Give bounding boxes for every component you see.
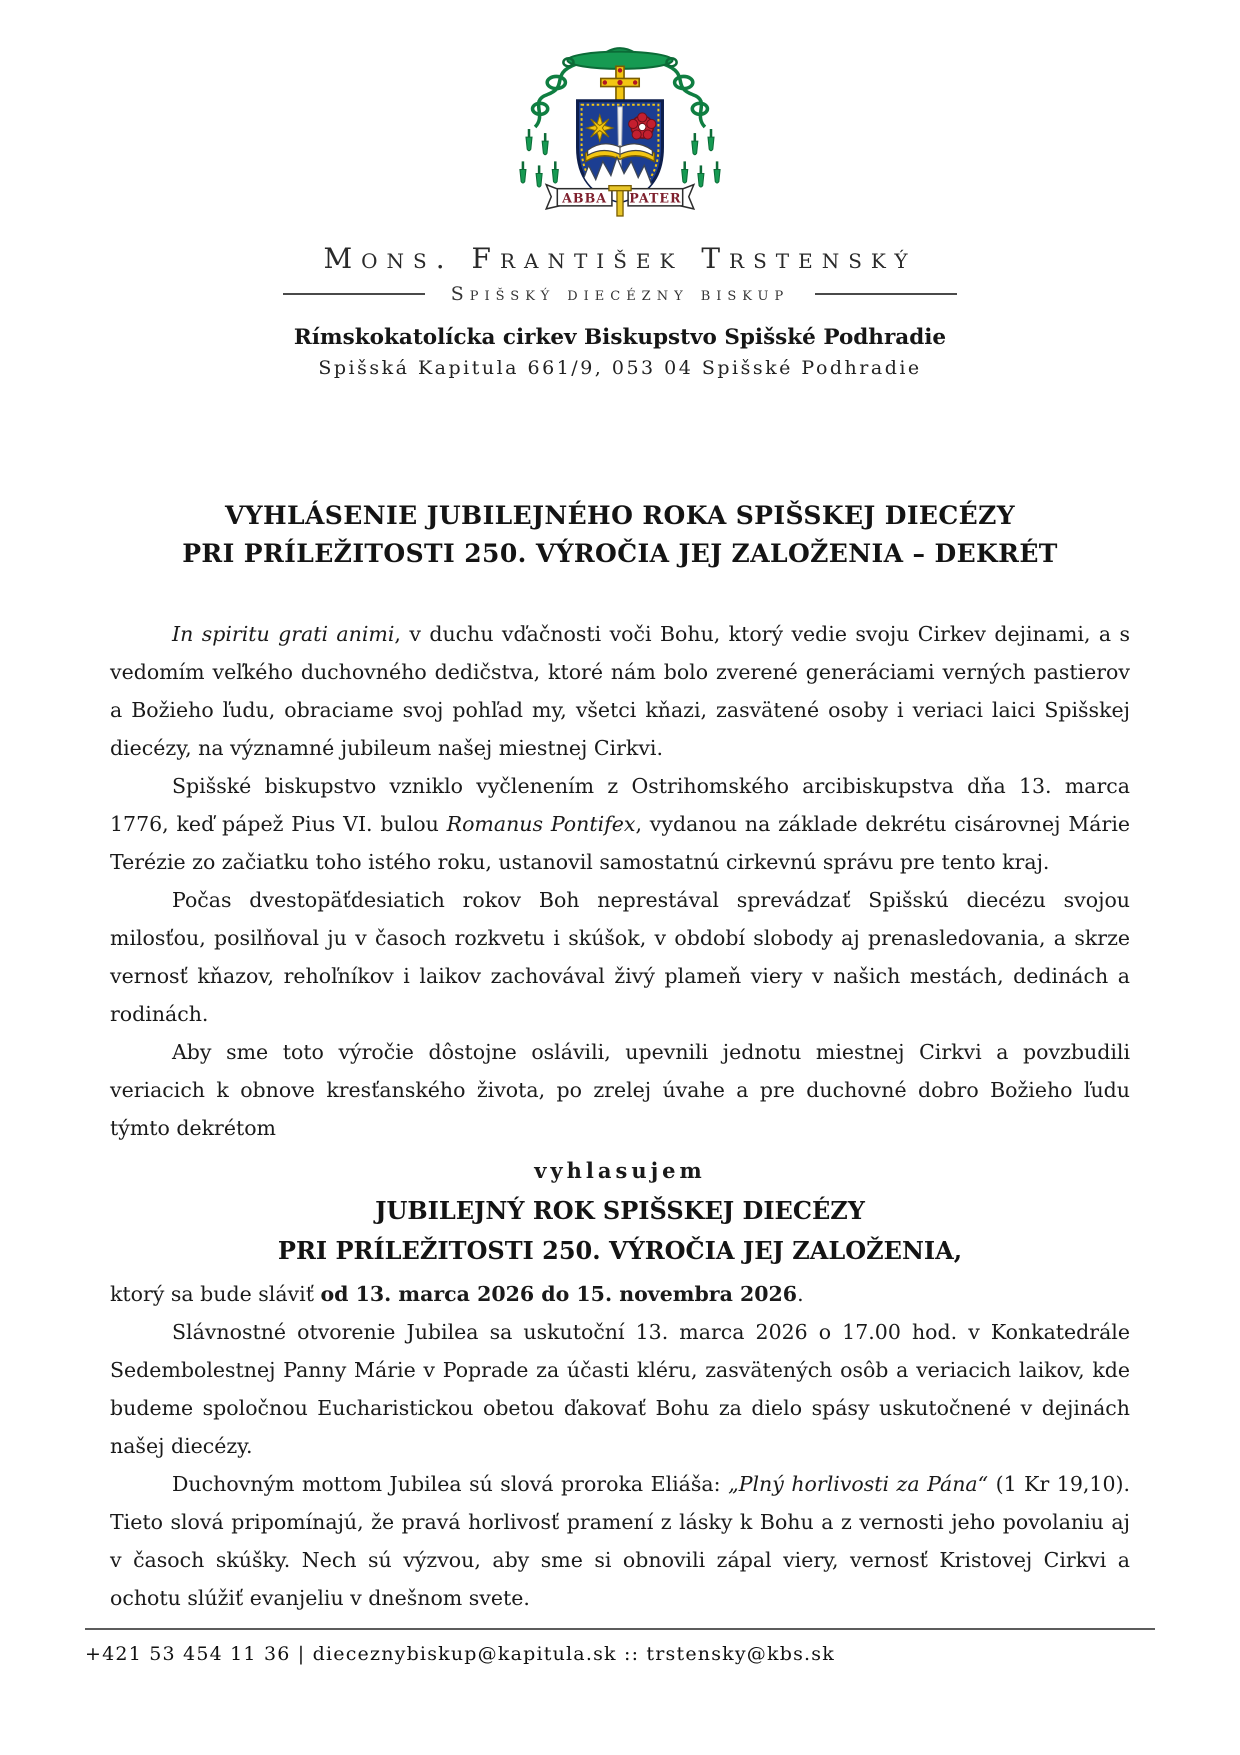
galero-cords-left	[533, 64, 576, 127]
text-run: , vydanou na základe dekrétu cisárovnej Márie Terézie zo začiatku toho istého roku, ustanovil samostatnú cirkevnú správu pre tento kraj.	[110, 812, 1131, 874]
text-run: Spišské biskupstvo vzniklo vyčlenením z Ostrihomského arcibiskupstva dňa 13. marca 1776, keď pápež Pius VI. bulou	[110, 774, 1130, 836]
text-run: Slávnostné otvorenie Jubilea sa uskutoční 13. marca 2026 o 17.00 hod. v Konkatedrále Sedembolestnej Panny Márie v Poprade za účasti kléru, zasvätených osôb a veriacich laikov, kde budeme spoločnou Eucharistickou obetou ďakovať Bohu za dielo spásy uskutočnené v dejinách našej diecézy.	[110, 1320, 1130, 1458]
bishop-role: Spišský diecézny biskup	[450, 283, 790, 305]
galero-cords-right	[664, 64, 707, 127]
text-run: Počas dvestopäťdesiatich rokov Boh neprestával sprevádzať Spišskú diecézu svojou milosťou, posilňoval ju v časoch rozkvetu i skúšok, v období slobody aj prenasledovania, a skrze vernosť kňazov, rehoľníkov i laikov zachovával živý plameň viery v našich mestách, dedinách a rodinách.	[110, 888, 1130, 1026]
document-title	[110, 497, 1130, 573]
divider-left	[283, 293, 425, 295]
text-run: ktorý sa bude sláviť	[110, 1282, 321, 1306]
text-run: (1 Kr 19,10). Tieto slová pripomínajú, že pravá horlivosť pramení z lásky k Bohu a z vernosti jeho povolaniu aj v časoch skúšky. Nech sú výzvou, aby sme si obnovili zápal viery, vernosť Kristovej Cirkvi a ochotu slúžiť evanjeliu v dnešnom svete.	[110, 1472, 1131, 1610]
document-body	[110, 497, 1130, 1617]
paragraph	[110, 1275, 1130, 1313]
paragraph	[110, 1465, 1130, 1617]
letterhead	[0, 36, 1240, 379]
divider-right	[815, 293, 957, 295]
paragraph	[110, 881, 1130, 1033]
scroll-word-abba: ABBA	[562, 190, 608, 206]
text-run: „Plný horlivosti za Pána“	[728, 1472, 989, 1496]
text-run: Duchovným mottom Jubilea sú slová proroka Eliáša:	[172, 1472, 729, 1496]
text-run: , v duchu vďačnosti voči Bohu, ktorý vedie svoju Cirkev dejinami, a s vedomím veľkého duchovného dedičstva, ktoré nám bolo zverené generáciami verných pastierov a Božieho ľudu, obraciame svoj pohľad my, všetci kňazi, zasvätené osoby i veriaci laici Spišskej diecézy, na významné jubileum našej miestnej Cirkvi.	[110, 622, 1131, 760]
paragraph	[110, 615, 1130, 767]
paragraph	[110, 1313, 1130, 1465]
footer-divider	[85, 1628, 1155, 1630]
document-title-line2: PRI PRÍLEŽITOSTI 250. VÝROČIA JEJ ZALOŽENIA – DEKRÉT	[182, 539, 1058, 568]
footer-contact: +421 53 454 11 36 | dieceznybiskup@kapitula.sk :: trstensky@kbs.sk	[85, 1643, 835, 1665]
document-footer	[85, 1628, 1155, 1665]
text-run: od 13. marca 2026 do 15. novembra 2026	[320, 1282, 798, 1306]
proclamation-block	[110, 1151, 1130, 1271]
proclamation-intro: vyhlasujem	[534, 1158, 706, 1183]
text-run: In spiritu grati animi	[172, 622, 395, 646]
bishop-name: Mons. František Trstenský	[323, 242, 917, 275]
body-paragraphs-after	[110, 1275, 1130, 1617]
paragraph	[110, 767, 1130, 881]
role-row	[0, 283, 1240, 305]
text-run: Aby sme toto výročie dôstojne oslávili, upevnili jednotu miestnej Cirkvi a povzbudili veriacich k obnove kresťanského života, po zrelej úvahe a pre duchovné dobro Božieho ľudu týmto dekrétom	[110, 1040, 1130, 1140]
coat-of-arms-icon	[486, 36, 754, 218]
organization-address: Spišská Kapitula 661/9, 053 04 Spišské Podhradie	[318, 357, 922, 379]
cross-icon	[601, 66, 639, 102]
proclamation-line2: PRI PRÍLEŽITOSTI 250. VÝROČIA JEJ ZALOŽENIA,	[277, 1236, 963, 1265]
text-run: .	[797, 1282, 804, 1306]
text-run: Romanus Pontifex	[446, 812, 636, 836]
document-title-line1: VYHLÁSENIE JUBILEJNÉHO ROKA SPIŠSKEJ DIECÉZY	[224, 501, 1016, 530]
body-paragraphs	[110, 615, 1130, 1147]
paragraph	[110, 1033, 1130, 1147]
scroll-word-pater: PATER	[629, 190, 682, 206]
organization-name: Rímskokatolícka cirkev Biskupstvo Spišské Podhradie	[293, 325, 947, 350]
proclamation-line1: JUBILEJNÝ ROK SPIŠSKEJ DIECÉZY	[375, 1196, 865, 1225]
